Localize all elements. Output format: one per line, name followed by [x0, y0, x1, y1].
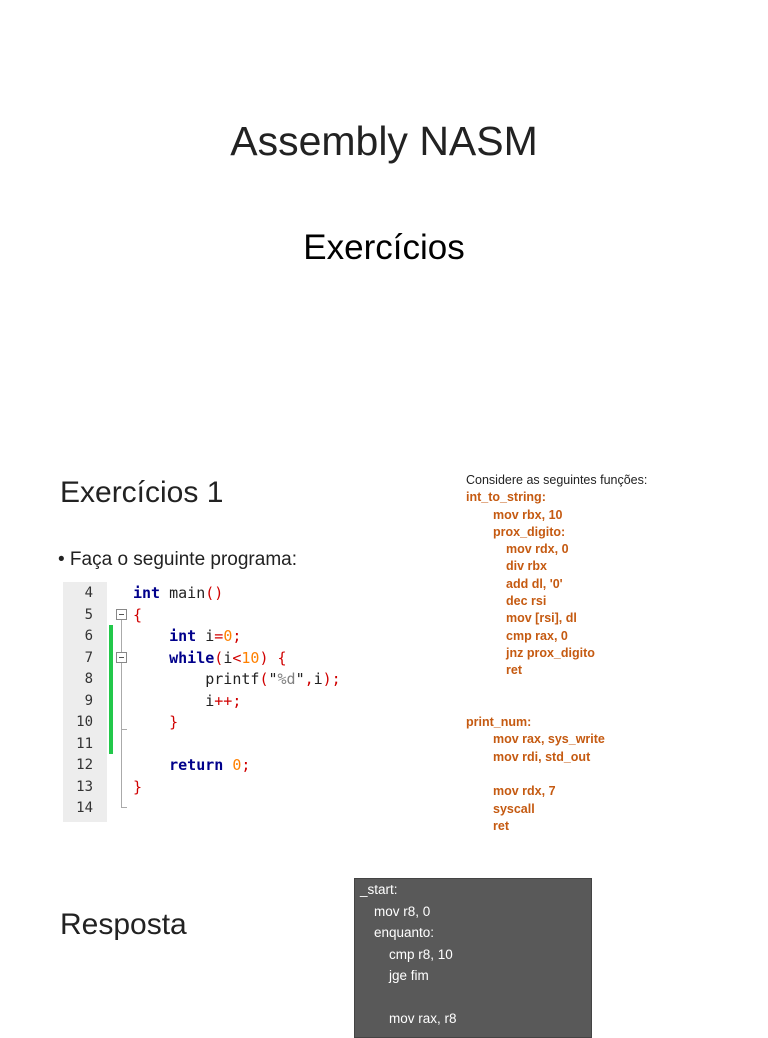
- asm-line: syscall: [493, 801, 535, 816]
- fold-end-tick: [121, 807, 127, 808]
- answer-line: enquanto:: [374, 925, 435, 940]
- exercise-bullet: • Faça o seguinte programa:: [58, 549, 298, 570]
- line-number: 5: [84, 606, 93, 623]
- asm-line: cmp rax, 0: [506, 628, 568, 643]
- answer-line: _start:: [360, 882, 398, 897]
- code-token: <: [232, 648, 242, 667]
- code-text: [133, 605, 142, 627]
- code-text: [133, 583, 223, 605]
- answer-line: [355, 987, 591, 1009]
- line-number: 13: [76, 778, 93, 795]
- code-token: 0: [232, 756, 242, 774]
- answer-line: cmp r8, 10: [389, 946, 453, 962]
- code-line: [63, 734, 308, 756]
- functions-intro: Considere as seguintes funções:: [466, 473, 648, 487]
- code-token: ,: [304, 670, 314, 688]
- asm-line: [466, 697, 756, 714]
- code-line: [63, 648, 308, 670]
- code-token: i: [223, 648, 233, 667]
- code-token: 10: [241, 648, 260, 667]
- line-number: 4: [84, 585, 93, 601]
- answer-line: mov rax, r8: [389, 1011, 457, 1026]
- line-number: 8: [84, 671, 93, 687]
- answer-line: mov r8, 0: [374, 903, 431, 919]
- code-text: [133, 669, 341, 691]
- code-token: );: [322, 670, 341, 688]
- code-text: [133, 691, 241, 713]
- code-token: ) {: [259, 648, 287, 667]
- asm-functions-listing: [466, 472, 756, 835]
- asm-line: mov rdi, std_out: [493, 749, 591, 764]
- answer-line: jge fim: [389, 968, 429, 983]
- asm-line: mov [rsi], dl: [506, 611, 577, 626]
- code-token: =: [214, 627, 224, 645]
- asm-line: dec rsi: [506, 594, 547, 609]
- code-line: [63, 605, 308, 627]
- code-editor-screenshot: [63, 582, 341, 822]
- code-line: [63, 669, 341, 691]
- line-number: 10: [76, 714, 93, 730]
- code-line: [63, 626, 308, 648]
- asm-line: mov rax, sys_write: [493, 732, 605, 747]
- exercise-heading: Exercícios 1: [60, 476, 224, 509]
- code-token: [133, 756, 169, 774]
- line-number: 7: [84, 649, 93, 666]
- code-text: [133, 648, 287, 670]
- code-token: [133, 649, 169, 667]
- code-token: i: [313, 670, 323, 688]
- line-number: 12: [76, 757, 93, 773]
- asm-line: mov rdx, 7: [493, 784, 556, 799]
- code-token: [133, 627, 169, 645]
- code-line: [63, 777, 308, 799]
- code-token: i: [133, 691, 215, 710]
- asm-line: jnz prox_digito: [506, 645, 595, 660]
- code-text: [133, 626, 241, 648]
- code-token: int: [133, 584, 161, 602]
- asm-line: mov rbx, 10: [493, 507, 563, 522]
- code-token: }: [133, 777, 143, 796]
- code-token: %d: [277, 670, 296, 688]
- code-token: ;: [241, 756, 251, 774]
- answer-code-box: [354, 878, 592, 1038]
- code-token: (): [205, 584, 224, 602]
- code-text: [133, 712, 178, 734]
- slide-title: Assembly NASM: [230, 118, 538, 164]
- code-token: (: [214, 648, 224, 667]
- code-line: [63, 798, 308, 820]
- code-token: i: [196, 627, 215, 645]
- code-text: [133, 755, 250, 777]
- line-number: 14: [76, 800, 93, 816]
- code-token: [223, 756, 232, 774]
- asm-line: ret: [506, 663, 522, 678]
- code-line: [63, 583, 308, 605]
- asm-line: print_num:: [466, 715, 532, 730]
- code-line: [63, 755, 308, 777]
- fold-marker-icon: [116, 609, 127, 620]
- code-token: main: [160, 584, 206, 602]
- changed-lines-bar: [109, 625, 113, 754]
- fold-end-tick: [121, 729, 127, 730]
- code-line: [63, 712, 308, 734]
- code-line: [63, 691, 308, 713]
- code-text: [133, 777, 142, 799]
- code-token: return: [169, 756, 224, 774]
- asm-line: add dl, '0': [506, 576, 563, 591]
- code-token: (: [259, 670, 269, 688]
- asm-line: int_to_string:: [466, 490, 546, 505]
- asm-line: [466, 680, 756, 697]
- code-token: ": [295, 670, 305, 688]
- code-token: }: [169, 713, 179, 731]
- code-token: printf: [133, 670, 260, 688]
- code-token: 0: [223, 627, 233, 645]
- functions-lines: [466, 489, 756, 835]
- code-token: ;: [232, 627, 242, 645]
- asm-line: div rbx: [506, 559, 547, 574]
- code-token: [133, 713, 169, 731]
- asm-line: mov rdx, 0: [506, 542, 569, 557]
- answer-heading: Resposta: [60, 908, 187, 941]
- asm-line: ret: [493, 818, 509, 833]
- code-token: ": [268, 670, 278, 688]
- code-token: ++;: [214, 691, 242, 710]
- line-number: 9: [84, 692, 93, 709]
- slide-subtitle: Exercícios: [303, 228, 465, 267]
- code-token: while: [169, 648, 215, 667]
- line-number: 11: [76, 735, 93, 752]
- asm-line: [466, 766, 756, 783]
- code-token: int: [169, 627, 197, 645]
- asm-line: prox_digito:: [493, 524, 566, 539]
- code-token: {: [133, 605, 143, 624]
- line-number: 6: [84, 628, 93, 644]
- fold-marker-icon: [116, 652, 127, 663]
- fold-guide: [121, 620, 122, 807]
